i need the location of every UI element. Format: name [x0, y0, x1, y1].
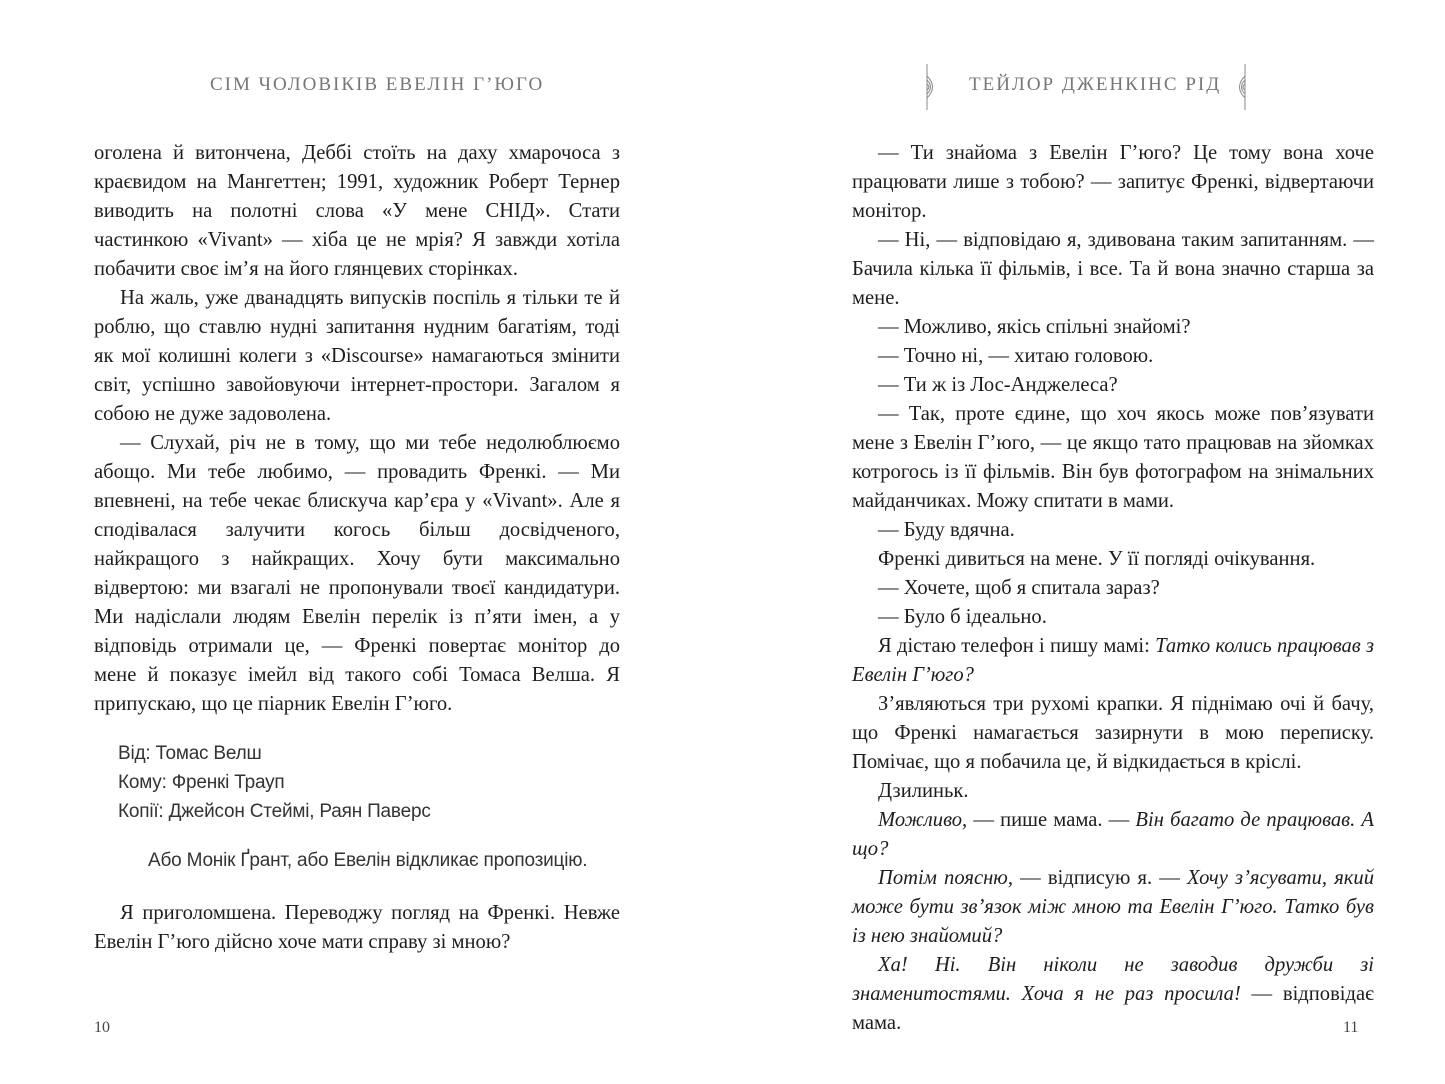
paragraph: — Хочете, щоб я спитала зараз? — [878, 577, 1160, 599]
paragraph: — Слухай, річ не в тому, що ми тебе недолюблюємо абощо. Ми тебе любимо, — провадить Френкі. — Ми впевнені, на тебе чекає блискуча кар’єра у «Vivant». Але я сподівалася залучити когось більш досвідченого, найкращого з найкращих. Хочу бути максимально відвертою: ми взагалі не пропонували твоєї кандидатури. Ми надіслали людям Евелін перелік із п’яти імен, а у відповідь отримали це, — Френкі повертає монітор до мене й показує імейл від такого собі Томаса Велша. Я припускаю, що це піарник Евелін Г’юго. — [94, 432, 620, 715]
page-number: 10 — [94, 1019, 110, 1036]
ornament-left-icon — [924, 64, 940, 110]
paragraph: — Було б ідеально. — [878, 606, 1047, 628]
paragraph: — Ні, — відповідаю я, здивована таким запитанням. — Бачила кілька її фільмів, і все. Та й вона значно старша за мене. — [852, 229, 1374, 309]
paragraph: На жаль, уже дванадцять випусків поспіль я тільки те й роблю, що ставлю нудні запитання нудним багатіям, тоді як мої колишні колеги з «Discourse» намагаються змінити світ, успішно завойовуючи інтернет-простори. Загалом я собою не дуже задоволена. — [94, 287, 620, 425]
right-page — [722, 0, 1445, 1084]
text-run: — відповідає мама. — [852, 983, 1374, 1034]
italic-text: Потім поясню, — [878, 867, 1013, 889]
paragraph — [852, 864, 1374, 951]
paragraph — [852, 951, 1374, 1038]
left-page — [0, 0, 722, 1084]
page-number: 11 — [1343, 1019, 1359, 1036]
paragraph: Дзилиньк. — [878, 780, 969, 802]
email-header — [118, 739, 620, 826]
left-body-text — [94, 139, 620, 957]
email-from: Від: Томас Велш — [118, 743, 262, 764]
email-cc: Копії: Джейсон Стеймі, Раян Паверс — [118, 801, 431, 822]
running-head-title: СІМ ЧОЛОВІКІВ ЕВЕЛІН Г’ЮГО — [210, 74, 545, 95]
italic-text: Хочу з’ясувати, який може бути зв’язок між мною та Евелін Г’юго. Татко був із нею знайомий? — [852, 867, 1374, 947]
paragraph: — Ти знайома з Евелін Г’юго? Це тому вона хоче працювати лише з тобою? — запитує Френкі, відвертаючи монітор. — [852, 142, 1374, 222]
paragraph: — Буду вдячна. — [878, 519, 1015, 541]
paragraph: З’являються три рухомі крапки. Я піднімаю очі й бачу, що Френкі намагається зазирнути в мою переписку. Помічає, що я побачила це, й відкидається в кріслі. — [852, 693, 1374, 773]
paragraph: — Можливо, якісь спільні знайомі? — [878, 316, 1191, 338]
paragraph: — Точно ні, — хитаю головою. — [878, 345, 1154, 367]
paragraph: — Так, проте єдине, що хоч якось може пов’язувати мене з Евелін Г’юго, — це якщо тато працював на зйомках котрогось із її фільмів. Він був фотографом на знімальних майданчиках. Можу спитати в мами. — [852, 403, 1374, 512]
email-body: Або Монік Ґрант, або Евелін відкликає пропозицію. — [148, 850, 588, 871]
text-run: Я дістаю телефон і пишу мамі: — [878, 635, 1156, 657]
right-body-text — [852, 139, 1374, 1038]
italic-text: Ха! Ні. Він ніколи не заводив дружби зі знаменитостями. Хоча я не раз просила! — [852, 954, 1374, 1005]
italic-text: Він багато де працював. А що? — [852, 809, 1374, 860]
paragraph: Я приголомшена. Переводжу погляд на Френкі. Невже Евелін Г’юго дійсно хоче мати справу зі мною? — [94, 902, 620, 953]
email-to: Кому: Френкі Трауп — [118, 772, 285, 793]
text-run: — відписую я. — — [1012, 867, 1187, 889]
running-head-author: ТЕЙЛОР ДЖЕНКІНС РІД — [969, 74, 1222, 95]
ornament-right-icon — [1232, 64, 1248, 110]
text-run: — пише мама. — — [967, 809, 1136, 831]
paragraph: — Ти ж із Лос-Анджелеса? — [878, 374, 1118, 396]
italic-text: Можливо, — [878, 809, 968, 831]
paragraph — [852, 806, 1374, 864]
italic-text: Татко колись працював з Евелін Г’юго? — [852, 635, 1375, 686]
paragraph: оголена й витончена, Деббі стоїть на даху хмарочоса з краєвидом на Мангеттен; 1991, художник Роберт Тернер виводить на полотні слова «У мене СНІД». Стати частинкою «Vivant» — хіба це не мрія? Я завжди хотіла побачити своє ім’я на його глянцевих сторінках. — [94, 142, 620, 280]
paragraph: Френкі дивиться на мене. У її погляді очікування. — [878, 548, 1316, 570]
paragraph — [852, 632, 1374, 690]
